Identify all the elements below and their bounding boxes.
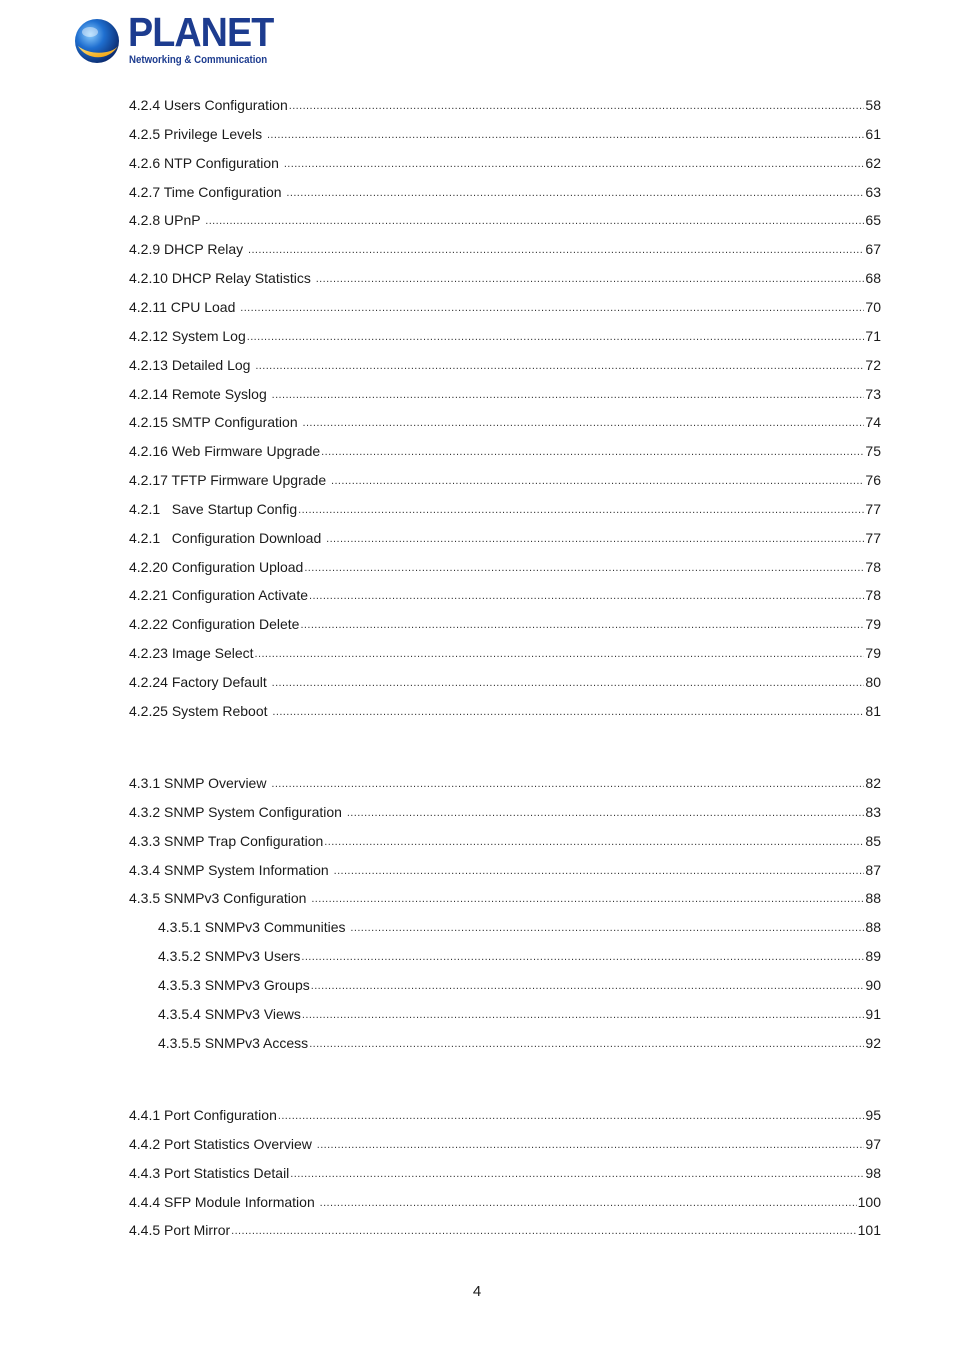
- toc-entry-page: 70: [865, 298, 881, 315]
- toc-entry[interactable]: [129, 584, 881, 604]
- toc-entry-page: 92: [865, 1034, 881, 1051]
- toc-entry-page: 82: [865, 775, 881, 791]
- toc-entry-page: 100: [857, 1193, 881, 1210]
- toc-entry-page: 75: [865, 443, 881, 460]
- toc-entry-page: 78: [865, 587, 881, 604]
- toc-dot-leader: [300, 617, 864, 633]
- toc-entry-page: 72: [865, 356, 881, 373]
- toc-dot-leader: [303, 415, 865, 431]
- toc-entry-title: 4.3.3 SNMP Trap Configuration: [129, 832, 324, 849]
- toc-entry[interactable]: [158, 1003, 881, 1023]
- toc-entry-title: 4.4.5 Port Mirror: [129, 1222, 231, 1239]
- toc-entry-page: 61: [865, 125, 881, 142]
- toc-entry-title: 4.2.6 NTP Configuration: [129, 154, 283, 171]
- toc-entry[interactable]: [129, 383, 881, 403]
- toc-entry-page: 98: [865, 1164, 881, 1181]
- toc-entry-page: 63: [865, 183, 881, 200]
- toc-dot-leader: [231, 1223, 857, 1239]
- toc-entry-title: 4.2.10 DHCP Relay Statistics: [129, 270, 315, 287]
- toc-entry[interactable]: [129, 238, 881, 258]
- toc-entry-title: 4.2.24 Factory Default: [129, 674, 271, 690]
- toc-entry-page: 80: [865, 674, 881, 690]
- toc-entry-title: 4.3.5.4 SNMPv3 Views: [158, 1005, 301, 1022]
- toc-entry[interactable]: [129, 859, 881, 879]
- toc-entry-title: 4.3.5.5 SNMPv3 Access: [158, 1034, 309, 1051]
- toc-entry[interactable]: [129, 700, 881, 720]
- toc-entry[interactable]: [129, 181, 881, 201]
- toc-entry-title: 4.2.13 Detailed Log: [129, 356, 255, 373]
- toc-dot-leader: [309, 588, 864, 604]
- toc-entry-title: 4.2.15 SMTP Configuration: [129, 414, 302, 431]
- toc-entry[interactable]: [129, 440, 881, 460]
- toc-entry[interactable]: [129, 354, 881, 374]
- toc-dot-leader: [272, 387, 865, 403]
- toc-entry-page: 90: [865, 976, 881, 993]
- toc-entry-page: 88: [865, 890, 881, 907]
- toc-dot-leader: [317, 1137, 865, 1153]
- toc-dot-leader: [326, 531, 864, 547]
- toc-entry-title: 4.3.5.2 SNMPv3 Users: [158, 948, 301, 965]
- toc-entry[interactable]: [129, 1162, 881, 1182]
- toc-entry[interactable]: [129, 613, 881, 633]
- toc-dot-leader: [347, 805, 865, 821]
- toc-entry-page: 79: [865, 616, 881, 633]
- toc-entry[interactable]: [129, 498, 881, 518]
- toc-dot-leader: [271, 776, 864, 792]
- toc-entry[interactable]: [129, 1104, 881, 1124]
- toc-dot-leader: [286, 185, 864, 201]
- toc-entry[interactable]: [129, 209, 881, 229]
- toc-entry-page: 74: [865, 414, 881, 431]
- toc-entry-page: 68: [865, 270, 881, 287]
- toc-dot-leader: [334, 863, 865, 879]
- toc-entry-page: 81: [865, 702, 881, 719]
- toc-entry-page: 67: [865, 241, 881, 258]
- toc-entry-page: 71: [865, 327, 881, 344]
- toc-entry[interactable]: [129, 267, 881, 287]
- toc-entry-title: 4.2.21 Configuration Activate: [129, 587, 309, 604]
- toc-entry-title: 4.2.23 Image Select: [129, 645, 254, 662]
- toc-entry[interactable]: [129, 469, 881, 489]
- toc-dot-leader: [248, 242, 864, 258]
- toc-entry-title: 4.2.9 DHCP Relay: [129, 241, 248, 258]
- toc-dot-leader: [278, 1108, 865, 1124]
- toc-dot-leader: [301, 949, 864, 965]
- toc-entry[interactable]: [158, 945, 881, 965]
- toc-entry-title: 4.4.1 Port Configuration: [129, 1107, 277, 1123]
- toc-entry-title: 4.4.3 Port Statistics Detail: [129, 1164, 290, 1181]
- toc-entry-page: 87: [865, 861, 881, 878]
- toc-entry-page: 79: [865, 645, 881, 662]
- toc-entry-title: 4.2.17 TFTP Firmware Upgrade: [129, 472, 331, 489]
- toc-dot-leader: [255, 646, 865, 662]
- toc-dot-leader: [321, 444, 864, 460]
- toc-entry-title: 4.2.22 Configuration Delete: [129, 616, 300, 633]
- toc-dot-leader: [289, 98, 865, 114]
- toc-entry-title: 4.3.5.3 SNMPv3 Groups: [158, 976, 310, 993]
- toc-entry-title: 4.2.7 Time Configuration: [129, 183, 286, 200]
- toc-dot-leader: [320, 1195, 857, 1211]
- toc-entry[interactable]: [129, 325, 881, 345]
- toc-entry-title: 4.2.8 UPnP: [129, 212, 205, 229]
- globe-icon: [72, 16, 122, 66]
- toc-entry-title: 4.3.5.1 SNMPv3 Communities: [158, 919, 350, 936]
- toc-dot-leader: [240, 300, 864, 316]
- toc-entry[interactable]: [129, 296, 881, 316]
- toc-entry[interactable]: [129, 887, 881, 907]
- toc-entry[interactable]: [158, 916, 881, 936]
- toc-entry-title: 4.2.11 CPU Load: [129, 298, 240, 315]
- toc-entry-page: 62: [865, 154, 881, 171]
- toc-entry-title: 4.2.20 Configuration Upload: [129, 558, 304, 575]
- toc-entry-title: 4.2.14 Remote Syslog: [129, 385, 271, 402]
- toc-dot-leader: [205, 213, 864, 229]
- toc-dot-leader: [304, 560, 864, 576]
- toc-dot-leader: [316, 271, 865, 287]
- toc-entry-page: 78: [865, 558, 881, 575]
- toc-entry-page: 85: [865, 832, 881, 849]
- toc-dot-leader: [311, 978, 865, 994]
- toc-entry-title: 4.3.2 SNMP System Configuration: [129, 803, 346, 820]
- planet-logo: [72, 9, 274, 70]
- toc-entry-title: 4.2.16 Web Firmware Upgrade: [129, 443, 321, 460]
- toc-entry-page: 77: [865, 500, 881, 517]
- toc-dot-leader: [255, 358, 864, 374]
- toc-dot-leader: [267, 127, 864, 143]
- toc-entry[interactable]: [129, 411, 881, 431]
- logo-wordmark: PLANET: [128, 9, 274, 55]
- toc-entry-page: 77: [865, 529, 881, 546]
- toc-entry-page: 58: [865, 97, 881, 113]
- toc-dot-leader: [298, 502, 864, 518]
- toc-entry[interactable]: [129, 671, 881, 691]
- toc-entry-title: 4.2.1 Configuration Download: [129, 529, 326, 546]
- toc-entry[interactable]: [129, 830, 881, 850]
- toc-dot-leader: [302, 1007, 865, 1023]
- toc-entry[interactable]: [129, 152, 881, 172]
- toc-entry-page: 88: [865, 919, 881, 936]
- toc-dot-leader: [309, 1036, 864, 1052]
- toc-entry-page: 83: [865, 803, 881, 820]
- toc-entry[interactable]: [129, 642, 881, 662]
- toc-entry-page: 101: [857, 1222, 881, 1239]
- toc-entry-title: 4.3.5 SNMPv3 Configuration: [129, 890, 311, 907]
- toc-entry-page: 89: [865, 948, 881, 965]
- toc-entry-title: 4.3.4 SNMP System Information: [129, 861, 333, 878]
- toc-dot-leader: [350, 920, 864, 936]
- toc-dot-leader: [324, 834, 864, 850]
- toc-entry-title: 4.2.4 Users Configuration: [129, 97, 288, 113]
- toc-entry[interactable]: [129, 94, 881, 114]
- toc-entry-title: 4.2.5 Privilege Levels: [129, 125, 266, 142]
- toc-entry-title: 4.3.1 SNMP Overview: [129, 775, 271, 791]
- toc-dot-leader: [247, 329, 865, 345]
- toc-dot-leader: [272, 704, 864, 720]
- toc-entry[interactable]: [129, 123, 881, 143]
- toc-entry[interactable]: [129, 527, 881, 547]
- toc-entry-title: 4.4.2 Port Statistics Overview: [129, 1135, 316, 1152]
- toc-entry-title: 4.2.12 System Log: [129, 327, 246, 344]
- toc-entry[interactable]: [158, 974, 881, 994]
- toc-entry-page: 76: [865, 472, 881, 489]
- toc-entry[interactable]: [129, 556, 881, 576]
- toc-dot-leader: [311, 891, 864, 907]
- toc-entry-page: 73: [865, 385, 881, 402]
- page-number: 4: [472, 1283, 482, 1300]
- toc-entry[interactable]: [129, 801, 881, 821]
- toc-entry[interactable]: [129, 1191, 881, 1211]
- toc-entry-page: 97: [865, 1135, 881, 1152]
- toc-entry[interactable]: [129, 1133, 881, 1153]
- toc-entry-title: 4.4.4 SFP Module Information: [129, 1193, 319, 1210]
- toc-entry-title: 4.2.25 System Reboot: [129, 702, 272, 719]
- toc-dot-leader: [284, 156, 865, 172]
- toc-entry-page: 95: [865, 1107, 881, 1123]
- toc-dot-leader: [290, 1166, 864, 1182]
- toc-entry-title: 4.2.1 Save Startup Config: [129, 500, 298, 517]
- toc-entry[interactable]: [158, 1032, 881, 1052]
- toc-entry[interactable]: [129, 772, 881, 792]
- toc-entry-page: 91: [865, 1005, 881, 1022]
- toc-dot-leader: [331, 473, 864, 489]
- toc-entry-page: 65: [865, 212, 881, 229]
- logo-tagline: Networking & Communication: [129, 54, 268, 66]
- toc-dot-leader: [272, 675, 865, 691]
- toc-entry[interactable]: [129, 1219, 881, 1239]
